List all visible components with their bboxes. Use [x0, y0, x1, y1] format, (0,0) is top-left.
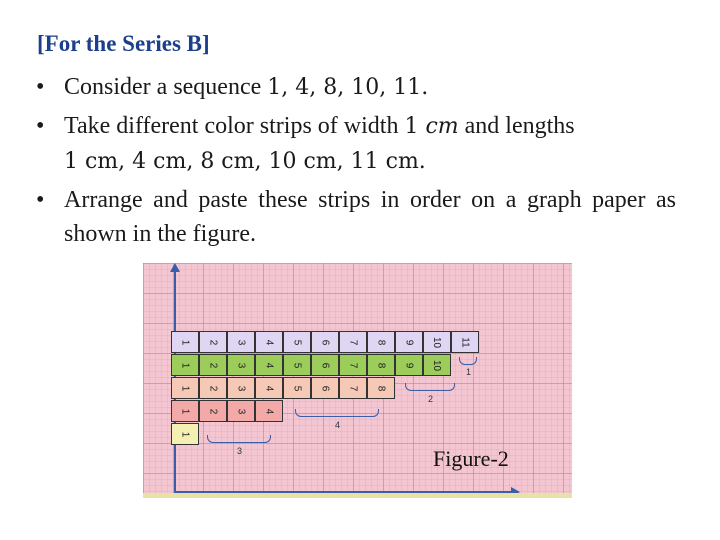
strip-cell [199, 377, 227, 399]
strip-cell-label: 2 [207, 385, 219, 391]
strip-cell [451, 331, 479, 353]
strip-cell [255, 377, 283, 399]
strip-cell-label: 7 [347, 362, 359, 368]
width-value: 1 [404, 114, 426, 139]
strip-cell-label: 5 [291, 385, 303, 391]
brace-marker [405, 383, 455, 391]
strip-cell-label: 2 [207, 339, 219, 345]
y-axis-arrow-icon [170, 263, 180, 272]
strip-cell-label: 6 [319, 339, 331, 345]
bullet-text: Consider a sequence [64, 74, 268, 100]
strip-cell-label: 5 [291, 339, 303, 345]
strip-row3 [171, 377, 395, 399]
strip-cell-label: 8 [375, 362, 387, 368]
strip-cell [311, 354, 339, 376]
strip-cell-label: 7 [347, 385, 359, 391]
bullet-marker: • [36, 74, 45, 100]
strip-cell [227, 354, 255, 376]
strip-row4 [171, 354, 451, 376]
bullet-arrange [36, 183, 676, 251]
strip-cell-label: 1 [179, 408, 191, 414]
strip-row2 [171, 400, 283, 422]
strip-cell [227, 331, 255, 353]
strip-cell [171, 331, 199, 353]
brace-label: 4 [335, 420, 341, 430]
strip-cell-label: 2 [207, 408, 219, 414]
strip-cell [199, 354, 227, 376]
strip-row1 [171, 423, 199, 445]
brace-label: 3 [237, 446, 243, 456]
strip-cell [283, 354, 311, 376]
strip-cell [171, 377, 199, 399]
strip-cell [227, 377, 255, 399]
brace-label: 1 [466, 367, 472, 377]
strip-cell-label: 11 [459, 336, 471, 348]
width-unit: cm [425, 114, 459, 139]
strip-cell-label: 4 [263, 339, 275, 345]
strip-cell [199, 331, 227, 353]
strip-cell-label: 1 [179, 339, 191, 345]
strip-cell-label: 7 [347, 339, 359, 345]
strip-cell-label: 5 [291, 362, 303, 368]
strip-cell [311, 331, 339, 353]
strip-cell-label: 2 [207, 362, 219, 368]
strip-cell-label: 6 [319, 362, 331, 368]
figure-caption: Figure-2 [433, 446, 509, 471]
strip-cell-label: 1 [179, 385, 191, 391]
strip-cell-label: 8 [375, 339, 387, 345]
strip-cell-label: 8 [375, 385, 387, 391]
bullet-marker: • [36, 113, 45, 139]
strip-cell-label: 3 [235, 408, 247, 414]
strip-cell-label: 1 [179, 431, 191, 437]
bullet-strips [36, 109, 676, 179]
bullet-sequence [36, 70, 676, 105]
strip-cell [423, 331, 451, 353]
strip-cell-label: 3 [235, 385, 247, 391]
strip-cell-label: 3 [235, 362, 247, 368]
graph-paper-edge [143, 493, 572, 498]
strip-cell [171, 400, 199, 422]
strip-cell [339, 331, 367, 353]
strip-cell [171, 354, 199, 376]
brace-marker [295, 409, 379, 417]
strip-cell [311, 377, 339, 399]
strip-cell [255, 354, 283, 376]
strip-cell [255, 331, 283, 353]
strip-cell-label: 10 [431, 336, 443, 348]
strip-cell-label: 9 [403, 339, 415, 345]
strip-cell [339, 377, 367, 399]
strip-cell [283, 377, 311, 399]
brace-marker [207, 435, 271, 443]
brace-marker [459, 357, 477, 365]
strip-cell [423, 354, 451, 376]
bullet-text-mid: and lengths [458, 113, 575, 139]
graph-paper-figure [143, 263, 572, 498]
strip-cell-label: 3 [235, 339, 247, 345]
strip-cell [339, 354, 367, 376]
strip-cell-label: 6 [319, 385, 331, 391]
strip-cell-label: 4 [263, 385, 275, 391]
strip-cell [367, 354, 395, 376]
strip-cell [199, 400, 227, 422]
strip-cell [395, 354, 423, 376]
lengths-math: 1 cm, 4 cm, 8 cm, 10 cm, 11 cm. [64, 149, 426, 174]
bullet-text: Arrange and paste these strips in order on a graph paper as shown in the figure. [64, 187, 676, 247]
strip-cell-label: 4 [263, 362, 275, 368]
strip-row5 [171, 331, 479, 353]
strip-cell [367, 377, 395, 399]
strip-cell [283, 331, 311, 353]
slide-title: [For the Series B] [37, 31, 210, 56]
strip-cell-label: 9 [403, 362, 415, 368]
strip-cell [227, 400, 255, 422]
brace-label: 2 [428, 394, 434, 404]
bullet-text: Take different color strips of width [64, 113, 405, 139]
strip-cell-label: 4 [263, 408, 275, 414]
strip-cell-label: 10 [431, 359, 443, 371]
strip-cell [255, 400, 283, 422]
strip-cell [367, 331, 395, 353]
strip-cell [171, 423, 199, 445]
sequence-math: 1, 4, 8, 10, 11. [267, 75, 429, 100]
strip-cell [395, 331, 423, 353]
strip-cell-label: 1 [179, 362, 191, 368]
bullet-marker: • [36, 187, 45, 213]
